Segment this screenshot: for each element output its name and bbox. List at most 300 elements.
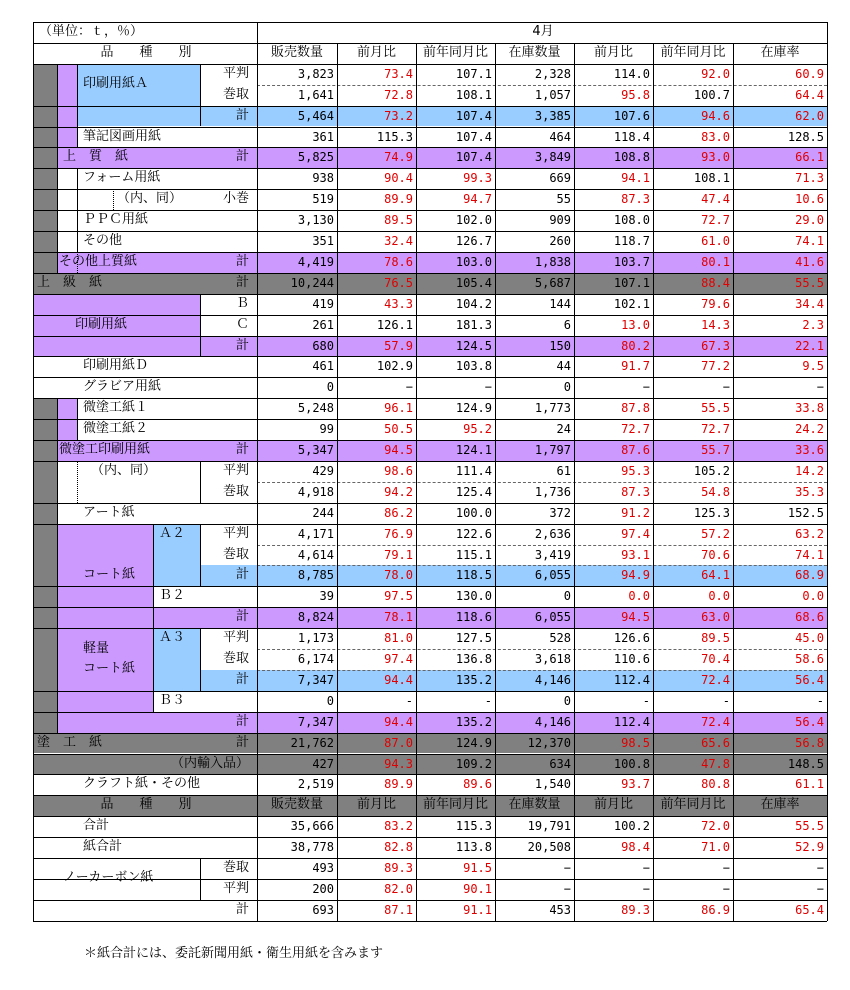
label-data-divider	[257, 22, 258, 921]
row-label: Ａ３	[159, 630, 186, 646]
value-cell: 78.6	[384, 254, 413, 269]
grid-line	[337, 43, 338, 921]
value-cell: 136.8	[455, 652, 492, 666]
value-cell: 95.2	[463, 422, 492, 437]
value-cell: 3,823	[297, 66, 334, 81]
grid-line	[33, 64, 827, 65]
value-cell: 680	[312, 338, 334, 353]
value-cell: 0.0	[708, 589, 730, 604]
value-cell: 103.7	[613, 254, 650, 269]
value-cell: 244	[312, 505, 334, 520]
value-cell: 64.4	[795, 87, 824, 102]
dotted-grid-line	[257, 545, 827, 546]
value-cell: 122.6	[455, 526, 492, 541]
value-cell: 57.2	[701, 526, 730, 541]
value-cell: 1,173	[297, 631, 334, 646]
column-header-2: 販売数量	[270, 797, 323, 813]
value-cell: 72.7	[701, 422, 730, 437]
value-cell: 72.7	[701, 213, 730, 228]
grid-line	[200, 628, 201, 691]
dotted-grid-line	[257, 85, 827, 86]
value-cell: 14.3	[701, 317, 730, 332]
value-cell: 35,666	[290, 819, 334, 834]
value-cell: 45.0	[795, 631, 824, 646]
row-label: 巻取	[222, 860, 249, 875]
value-cell: 92.0	[701, 66, 730, 81]
value-cell: −	[642, 861, 650, 875]
value-cell: 54.8	[701, 484, 730, 499]
value-cell: 83.0	[701, 129, 730, 144]
value-cell: 105.2	[693, 463, 730, 478]
value-cell: 94.3	[384, 756, 413, 771]
value-cell: 81.0	[384, 631, 413, 646]
value-cell: 103.0	[455, 254, 492, 269]
value-cell: 261	[312, 317, 334, 332]
value-cell: 124.5	[455, 338, 492, 353]
value-cell: 47.4	[701, 192, 730, 207]
table-top-border	[33, 22, 827, 23]
value-cell: 87.1	[384, 902, 413, 917]
value-cell: 91.1	[463, 902, 492, 917]
row-label: 合計	[83, 818, 110, 834]
value-cell: −	[816, 881, 824, 896]
value-cell: 693	[312, 902, 334, 917]
value-cell: 3,618	[534, 652, 571, 666]
value-cell: 80.8	[701, 777, 730, 792]
grid-line	[153, 524, 154, 712]
value-cell: 97.4	[384, 652, 413, 666]
grid-line	[33, 398, 827, 399]
value-cell: 14.2	[795, 463, 824, 478]
value-cell: 19,791	[527, 819, 571, 834]
value-cell: 104.2	[455, 296, 492, 311]
value-cell: 70.6	[701, 547, 730, 562]
grid-line	[33, 356, 827, 357]
value-cell: 76.9	[384, 526, 413, 541]
column-header-2: 前年同月比	[422, 797, 488, 813]
value-cell: 94.5	[384, 443, 413, 457]
value-cell: 8,785	[297, 568, 334, 583]
row-label: その他	[83, 233, 123, 248]
value-cell: 115.3	[376, 129, 413, 144]
value-cell: 108.0	[613, 213, 650, 228]
dotted-grid-line	[257, 670, 827, 671]
group-bar-joukyu	[33, 64, 57, 294]
value-cell: 118.4	[613, 129, 650, 144]
value-cell: 6,055	[534, 568, 571, 583]
value-cell: 65.4	[795, 902, 824, 917]
value-cell: 94.5	[621, 610, 650, 625]
value-cell: 97.4	[621, 526, 650, 541]
column-header: 前年同月比	[660, 44, 726, 60]
value-cell: 93.1	[621, 547, 650, 562]
grid-line	[200, 524, 201, 587]
value-cell: 127.5	[455, 631, 492, 646]
value-cell: 152.5	[787, 505, 824, 520]
value-cell: 110.6	[613, 652, 650, 666]
row-label: 上 級 紙	[37, 274, 103, 290]
value-cell: 361	[312, 129, 334, 144]
value-cell: 107.4	[455, 108, 492, 123]
row-label: Ｂ３	[159, 692, 186, 708]
value-cell: 135.2	[455, 672, 492, 687]
row-label: 小巻	[222, 191, 249, 207]
value-cell: 89.9	[384, 192, 413, 207]
grid-line	[200, 858, 201, 900]
column-header-2: 前年同月比	[660, 797, 726, 813]
value-cell: 82.8	[384, 840, 413, 855]
value-cell: 125.4	[455, 484, 492, 499]
row-label: ノーカーボン紙	[63, 870, 154, 886]
value-cell: 99.3	[463, 171, 492, 186]
value-cell: 100.0	[455, 505, 492, 520]
grid-line	[33, 461, 827, 462]
grid-line	[33, 712, 827, 713]
value-cell: 125.3	[693, 505, 730, 520]
value-cell: 107.4	[455, 150, 492, 165]
value-cell: 78.1	[384, 610, 413, 625]
value-cell: 0	[326, 693, 334, 708]
value-cell: 102.1	[613, 296, 650, 311]
value-cell: 94.7	[463, 192, 492, 207]
value-cell: 72.4	[701, 714, 730, 729]
dotted-grid-line	[257, 565, 827, 566]
value-cell: 56.4	[795, 672, 824, 687]
value-cell: 260	[549, 234, 571, 248]
value-cell: 100.7	[693, 87, 730, 102]
value-cell: 10.6	[795, 192, 824, 207]
value-cell: 126.1	[376, 317, 413, 332]
value-cell: 124.9	[455, 401, 492, 416]
value-cell: 94.4	[384, 672, 413, 687]
value-cell: −	[563, 881, 571, 896]
grid-line	[33, 816, 827, 817]
grid-line	[33, 921, 827, 922]
value-cell: −	[816, 861, 824, 875]
value-cell: 107.1	[455, 66, 492, 81]
value-cell: 108.8	[613, 150, 650, 165]
row-label: 計	[235, 901, 249, 917]
row-label: 印刷用紙Ｄ	[83, 358, 149, 374]
grid-line	[33, 294, 827, 295]
row-label: 計	[235, 253, 249, 269]
value-cell: 89.3	[384, 861, 413, 875]
value-cell: 114.0	[613, 66, 650, 81]
row-label: （内、同）	[117, 191, 183, 207]
grid-line	[33, 774, 827, 775]
value-cell: 100.8	[613, 756, 650, 771]
value-cell: 128.5	[787, 129, 824, 144]
value-cell: 55	[556, 192, 571, 207]
value-cell: 102.9	[376, 359, 413, 374]
value-cell: 73.2	[384, 108, 413, 123]
row-label: 巻取	[222, 86, 249, 102]
column-header: 前月比	[356, 44, 396, 60]
grid-line	[33, 210, 827, 211]
value-cell: 2.3	[802, 317, 824, 332]
value-cell: 71.3	[795, 171, 824, 186]
value-cell: 3,419	[534, 547, 571, 562]
value-cell: 6,055	[534, 610, 571, 625]
value-cell: 98.4	[621, 840, 650, 855]
value-cell: 7,347	[297, 672, 334, 687]
value-cell: 519	[312, 192, 334, 207]
value-cell: 90.1	[463, 881, 492, 896]
column-header: 在庫数量	[508, 44, 561, 60]
column-header-2: 在庫率	[760, 797, 800, 813]
grid-line	[33, 733, 827, 734]
grid-line	[200, 461, 201, 503]
grid-line	[200, 294, 201, 357]
value-cell: 61	[556, 463, 571, 478]
row-label: 計	[235, 671, 249, 687]
value-cell: 80.1	[701, 254, 730, 269]
value-cell: 6,174	[297, 652, 334, 666]
row-label: フォーム用紙	[83, 170, 161, 186]
value-cell: −	[722, 881, 730, 896]
value-cell: 5,825	[297, 150, 334, 165]
value-cell: 55.5	[701, 401, 730, 416]
row-label: コート紙	[83, 661, 136, 677]
grid-line	[77, 398, 78, 440]
value-cell: 528	[549, 631, 571, 646]
grid-line	[200, 64, 201, 127]
value-cell: 111.4	[455, 463, 492, 478]
grid-line	[33, 147, 827, 148]
row-label: その他上質紙	[59, 253, 138, 269]
dotted-grid-line	[257, 649, 827, 650]
value-cell: 55.5	[795, 275, 824, 290]
value-cell: 3,385	[534, 108, 571, 123]
value-cell: 144	[549, 296, 571, 311]
value-cell: 57.9	[384, 338, 413, 353]
grid-line	[77, 64, 78, 148]
grid-line	[33, 315, 827, 316]
value-cell: 0.0	[628, 589, 650, 604]
row-label: 印刷用紙Ａ	[83, 76, 149, 92]
value-cell: 55.7	[701, 443, 730, 457]
value-cell: 3,849	[534, 150, 571, 165]
column-header-2: 前月比	[593, 797, 633, 813]
value-cell: 97.5	[384, 589, 413, 604]
value-cell: 1,736	[534, 484, 571, 499]
value-cell: 95.3	[621, 463, 650, 478]
grid-line	[653, 43, 654, 921]
value-cell: 70.4	[701, 652, 730, 666]
value-cell: 124.9	[455, 735, 492, 750]
column-header: 前年同月比	[422, 44, 488, 60]
grid-line	[33, 837, 827, 838]
value-cell: 63.0	[701, 610, 730, 625]
value-cell: 108.1	[693, 171, 730, 186]
row-label: 微塗工紙１	[83, 400, 149, 416]
value-cell: 74.1	[795, 234, 824, 248]
value-cell: 50.5	[384, 422, 413, 437]
grid-line	[33, 503, 827, 504]
value-cell: 72.7	[621, 422, 650, 437]
value-cell: 6	[563, 317, 571, 332]
value-cell: 5,687	[534, 275, 571, 290]
value-cell: 32.4	[384, 234, 413, 248]
value-cell: 41.6	[795, 254, 824, 269]
value-cell: 453	[549, 902, 571, 917]
value-cell: 21,762	[290, 735, 334, 750]
group-cell-a	[77, 64, 200, 127]
value-cell: 4,614	[297, 547, 334, 562]
dotted-divider	[77, 461, 78, 503]
value-cell: 126.7	[455, 234, 492, 248]
value-cell: 105.4	[455, 275, 492, 290]
value-cell: 108.1	[455, 87, 492, 102]
value-cell: 669	[549, 171, 571, 186]
value-cell: 115.3	[455, 819, 492, 834]
value-cell: 24	[556, 422, 571, 437]
value-cell: 4,146	[534, 714, 571, 729]
value-cell: 62.0	[795, 108, 824, 123]
value-cell: 4,171	[297, 526, 334, 541]
value-cell: 33.6	[795, 443, 824, 457]
grid-line	[33, 879, 827, 880]
grid-line	[495, 43, 496, 921]
grid-line	[57, 64, 58, 273]
value-cell: 118.6	[455, 610, 492, 625]
table-right-border	[827, 22, 828, 921]
value-cell: 461	[312, 359, 334, 374]
value-cell: 80.2	[621, 338, 650, 353]
value-cell: 67.3	[701, 338, 730, 353]
statistics-table	[33, 22, 827, 942]
row-label: 微塗工印刷用紙	[59, 442, 151, 457]
value-cell: 68.9	[795, 568, 824, 583]
column-header-2: 在庫数量	[508, 797, 561, 813]
value-cell: 20,508	[527, 840, 571, 855]
value-cell: -	[642, 693, 650, 708]
value-cell: 12,370	[527, 735, 571, 750]
value-cell: 68.6	[795, 610, 824, 625]
value-cell: 89.3	[621, 902, 650, 917]
value-cell: −	[722, 861, 730, 875]
value-cell: 82.0	[384, 881, 413, 896]
grid-line	[33, 252, 827, 253]
value-cell: 5,347	[297, 443, 334, 457]
value-cell: 96.1	[384, 401, 413, 416]
value-cell: 372	[549, 505, 571, 520]
value-cell: 94.1	[621, 171, 650, 186]
grid-line	[33, 377, 827, 378]
row-label: 計	[235, 567, 249, 583]
value-cell: 89.9	[384, 777, 413, 792]
grid-line	[733, 43, 734, 921]
value-cell: 52.9	[795, 840, 824, 855]
row-label: （内、同）	[91, 462, 157, 478]
row-label: 上 質 紙	[63, 149, 129, 165]
value-cell: 76.5	[384, 275, 413, 290]
value-cell: 91.5	[463, 861, 492, 875]
value-cell: 87.8	[621, 401, 650, 416]
grid-line	[574, 43, 575, 921]
value-cell: 79.6	[701, 296, 730, 311]
value-cell: 2,636	[534, 526, 571, 541]
value-cell: -	[484, 693, 492, 708]
row-label: 計	[235, 274, 249, 290]
value-cell: −	[722, 380, 730, 395]
value-cell: 107.6	[613, 108, 650, 123]
grid-line	[33, 754, 827, 755]
value-cell: 87.0	[384, 735, 413, 750]
value-cell: 130.0	[455, 589, 492, 604]
value-cell: 107.1	[613, 275, 650, 290]
dotted-divider	[113, 189, 114, 210]
value-cell: 87.3	[621, 484, 650, 499]
value-cell: 124.1	[455, 443, 492, 457]
row-label: 平判	[222, 525, 249, 541]
row-label: ＰＰＣ用紙	[83, 212, 149, 228]
grid-line	[33, 858, 827, 859]
row-label: 平判	[222, 462, 249, 478]
value-cell: 74.1	[795, 547, 824, 562]
grid-line	[33, 419, 827, 420]
row-label: 平判	[222, 880, 249, 896]
value-cell: 39	[319, 589, 334, 604]
row-label: 平判	[222, 630, 249, 646]
value-cell: 118.7	[613, 234, 650, 248]
value-cell: 86.9	[701, 902, 730, 917]
row-label: 平判	[222, 65, 249, 81]
value-cell: 74.9	[384, 150, 413, 165]
value-cell: 94.6	[701, 108, 730, 123]
value-cell: 118.5	[455, 568, 492, 583]
row-label: 塗 工 紙	[37, 734, 103, 750]
value-cell: 148.5	[787, 756, 824, 771]
value-cell: 2,519	[297, 777, 334, 792]
value-cell: 43.3	[384, 296, 413, 311]
value-cell: 351	[312, 234, 334, 248]
value-cell: 1,641	[297, 87, 334, 102]
value-cell: −	[816, 380, 824, 395]
group-bar-tokou	[33, 398, 57, 753]
row-label: 計	[235, 609, 249, 625]
value-cell: 1,797	[534, 443, 571, 457]
value-cell: 89.6	[463, 777, 492, 792]
value-cell: 99	[319, 422, 334, 437]
category-header: 品 種 別	[100, 44, 192, 60]
grid-line	[33, 900, 827, 901]
grid-line	[33, 795, 827, 796]
value-cell: 91.7	[621, 359, 650, 374]
value-cell: 87.3	[621, 192, 650, 207]
value-cell: 98.6	[384, 463, 413, 478]
value-cell: 64.1	[701, 568, 730, 583]
value-cell: 34.4	[795, 296, 824, 311]
value-cell: 77.2	[701, 359, 730, 374]
value-cell: 429	[312, 463, 334, 478]
value-cell: 109.2	[455, 756, 492, 771]
grid-line	[416, 43, 417, 921]
grid-line	[257, 43, 827, 44]
value-cell: 88.4	[701, 275, 730, 290]
value-cell: 4,146	[534, 672, 571, 687]
value-cell: 100.2	[613, 819, 650, 834]
value-cell: 98.5	[621, 735, 650, 750]
value-cell: 5,248	[297, 401, 334, 416]
row-label: 計	[235, 713, 249, 729]
value-cell: 7,347	[297, 714, 334, 729]
row-label: グラビア用紙	[83, 379, 162, 395]
value-cell: 103.8	[455, 359, 492, 374]
value-cell: 634	[549, 756, 571, 771]
grid-line	[33, 189, 827, 190]
footnote: ＊紙合計には、委託新聞用紙・衛生用紙を含みます	[84, 946, 384, 961]
